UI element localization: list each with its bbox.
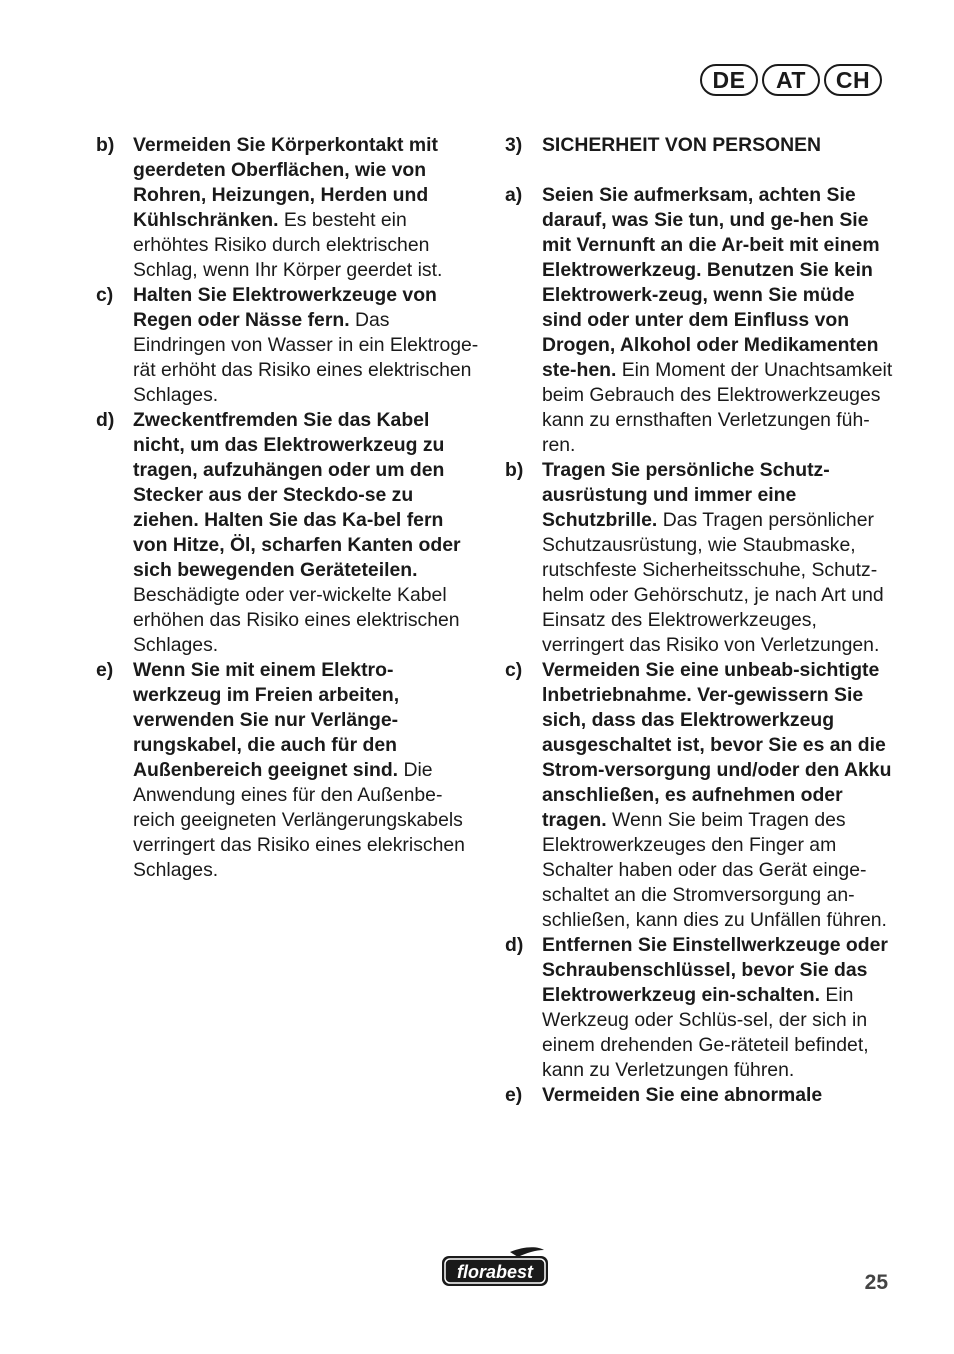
list-item bbox=[505, 658, 893, 933]
list-item bbox=[505, 183, 893, 458]
item-text: Es besteht ein erhöhtes Risiko durch elektrischen Schlag, wenn Ihr Körper geerdet ist. bbox=[133, 209, 443, 281]
list-item bbox=[96, 133, 481, 283]
left-column bbox=[96, 133, 481, 883]
item-marker: a) bbox=[505, 184, 523, 206]
florabest-logo bbox=[440, 1246, 550, 1288]
logo-text: florabest bbox=[456, 1262, 534, 1282]
list-item bbox=[505, 933, 893, 1083]
item-heading: Vermeiden Sie eine unbeab-sichtigte lnbetriebnahme. Ver-gewissern Sie sich, dass das Elektrowerkzeug ausgeschaltet ist, bevor Sie es an die Strom-versorgung und/oder den Akku anschließen, es aufnehmen oder tragen. bbox=[542, 659, 892, 831]
item-heading: Seien Sie aufmerksam, achten Sie darauf, was Sie tun, und ge-hen Sie mit Vernunft an die Ar-beit mit einem Elektrowerkzeug. Benutzen Sie kein Elektrowerk-zeug, wenn Sie müde sind oder unter dem Einfluss von Drogen, Alkohol oder Medikamenten ste-hen. bbox=[542, 184, 880, 381]
language-badge-at: AT bbox=[762, 64, 820, 96]
item-text: Ein Werkzeug oder Schlüs-sel, der sich in einem drehenden Ge-räteteil befindet, kann zu Verletzungen führen. bbox=[542, 984, 869, 1081]
item-text: Die Anwendung eines für den Außenbe-reich geeigneten Verlängerungskabels verringert das Risiko eines elekrischen Schlages. bbox=[133, 759, 465, 881]
item-marker: b) bbox=[96, 134, 115, 156]
language-badges bbox=[700, 64, 882, 96]
item-heading: Wenn Sie mit einem Elektro-werkzeug im Freien arbeiten, verwenden Sie nur Verlänge-rungskabel, die auch für den Außenbereich geeignet sind. bbox=[133, 659, 400, 781]
item-text: Ein Moment der Unachtsamkeit beim Gebrauch des Elektrowerkzeuges kann zu ernsthaften Verletzungen füh-ren. bbox=[542, 359, 893, 456]
list-item bbox=[96, 283, 481, 408]
item-marker: c) bbox=[505, 659, 523, 681]
list-item bbox=[96, 408, 481, 658]
language-badge-ch: CH bbox=[824, 64, 882, 96]
item-heading: Zweckentfremden Sie das Kabel nicht, um das Elektrowerkzeug zu tragen, aufzuhängen oder um den Stecker aus der Steckdo-se zu ziehen. Halten Sie das Ka-bel fern von Hitze, Öl, scharfen Kanten oder sich bewegenden Geräteteilen. bbox=[133, 409, 461, 581]
item-marker: e) bbox=[96, 659, 114, 681]
item-heading: Halten Sie Elektrowerkzeuge von Regen oder Nässe fern. bbox=[133, 284, 437, 331]
list-item bbox=[505, 1083, 893, 1108]
section-number: 3) bbox=[505, 134, 523, 156]
item-marker: d) bbox=[96, 409, 115, 431]
section-heading bbox=[505, 133, 893, 158]
list-item bbox=[96, 658, 481, 883]
item-text: Das Tragen persönlicher Schutzausrüstung, wie Staubmaske, rutschfeste Sicherheitsschuhe, Schutz-helm oder Gehörschutz, je nach Art und Einsatz des Elektrowerkzeuges, verringert das Risiko von Verletzungen. bbox=[542, 509, 884, 656]
item-marker: d) bbox=[505, 934, 524, 956]
item-text: Beschädigte oder ver-wickelte Kabel erhöhen das Risiko eines elektrischen Schlages. bbox=[133, 584, 460, 656]
page-number: 25 bbox=[864, 1271, 888, 1294]
item-marker: b) bbox=[505, 459, 524, 481]
item-text: Wenn Sie beim Tragen des Elektrowerkzeuges den Finger am Schalter haben oder das Gerät einge-schaltet an die Stromversorgung an-schließen, kann dies zu Unfällen führen. bbox=[542, 809, 887, 931]
logo-leaf-icon bbox=[510, 1247, 544, 1257]
item-marker: e) bbox=[505, 1084, 523, 1106]
item-text: Das Eindringen von Wasser in ein Elektroge-rät erhöht das Risiko eines elektrischen Schlages. bbox=[133, 309, 479, 406]
item-heading: Vermeiden Sie eine abnormale bbox=[542, 1084, 823, 1106]
section-title: SICHERHEIT VON PERSONEN bbox=[542, 134, 822, 156]
item-heading: Entfernen Sie Einstellwerkzeuge oder Schraubenschlüssel, bevor Sie das Elektrowerkzeug ein-schalten. bbox=[542, 934, 888, 1006]
list-item bbox=[505, 458, 893, 658]
language-badge-de: DE bbox=[700, 64, 758, 96]
item-marker: c) bbox=[96, 284, 114, 306]
item-heading: Vermeiden Sie Körperkontakt mit geerdeten Oberflächen, wie von Rohren, Heizungen, Herden und Kühlschränken. bbox=[133, 134, 438, 231]
item-heading: Tragen Sie persönliche Schutz-ausrüstung und immer eine Schutzbrille. bbox=[542, 459, 830, 531]
right-column bbox=[505, 133, 893, 1108]
